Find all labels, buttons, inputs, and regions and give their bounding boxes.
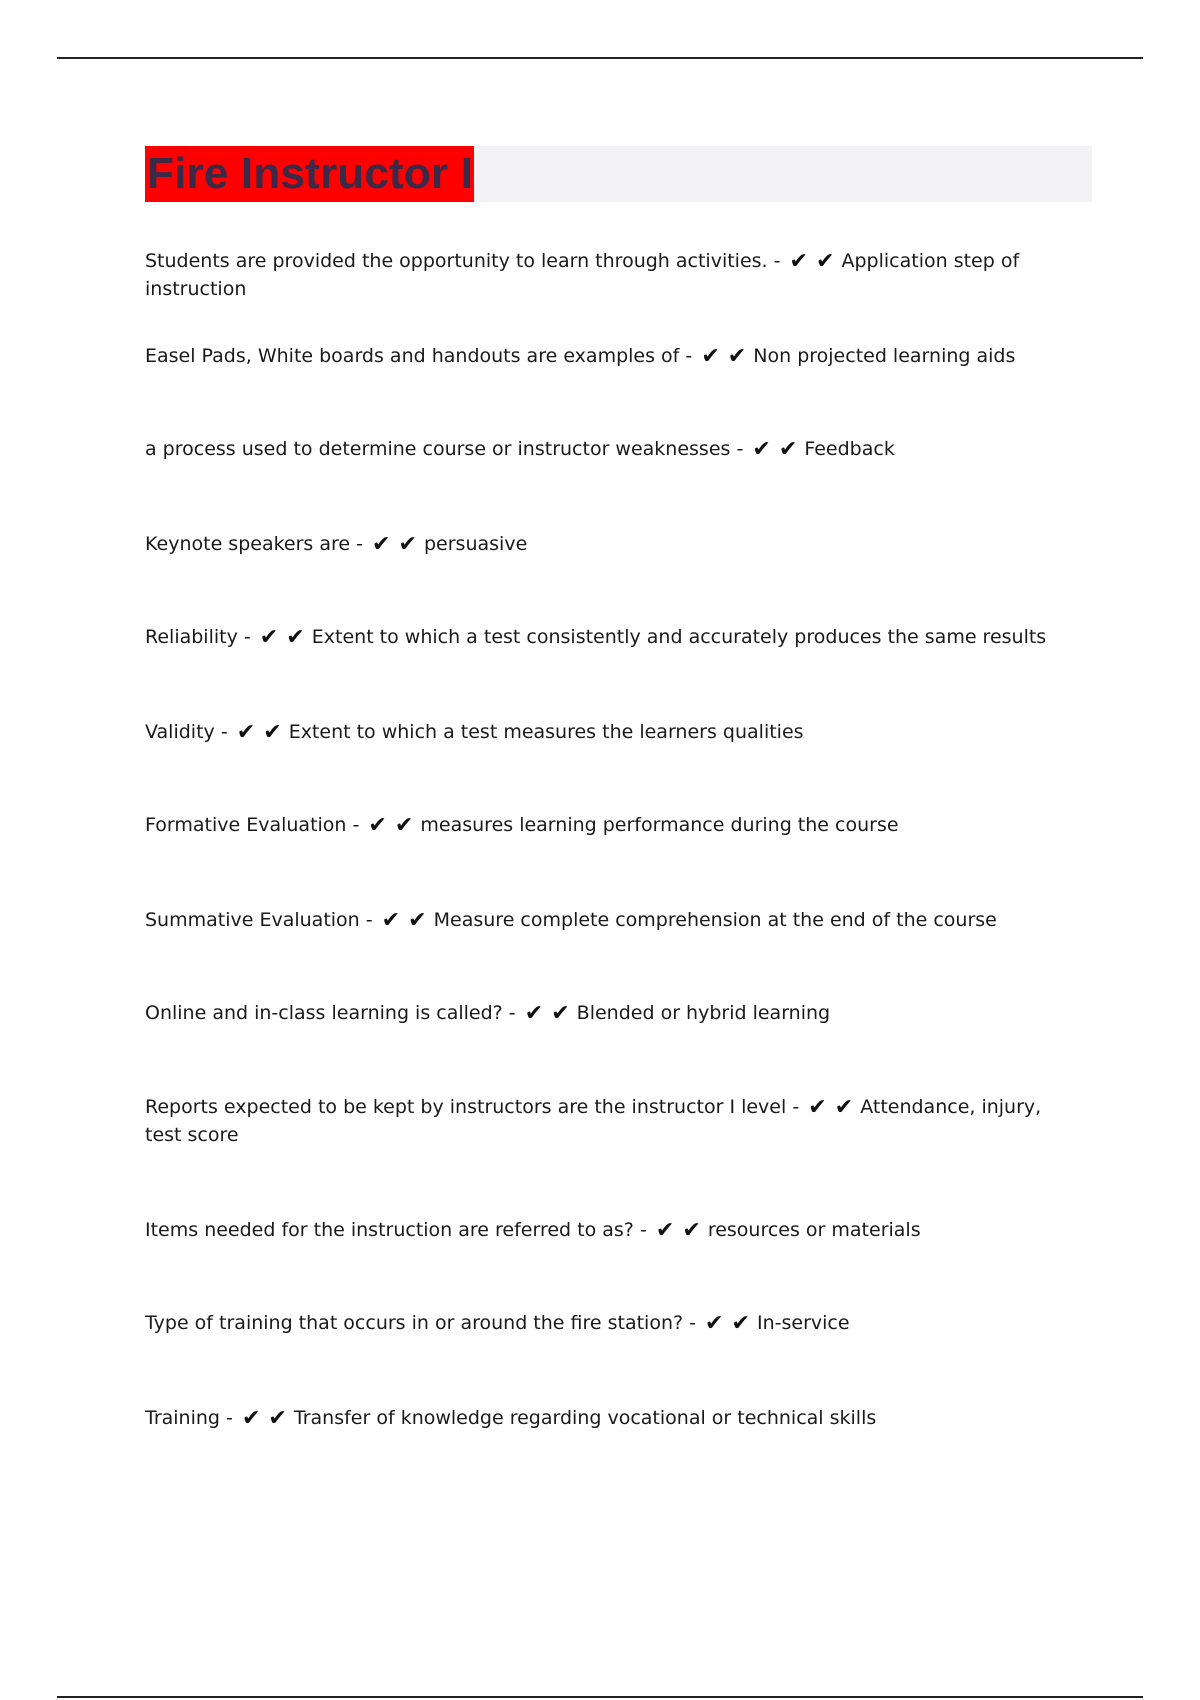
check-icon: ✔	[398, 532, 417, 557]
answer-text: Blended or hybrid learning	[576, 1002, 831, 1024]
check-icon: ✔	[789, 249, 808, 274]
qa-item: Online and in-class learning is called? - ✔ ✔ Blended or hybrid learning	[145, 1001, 831, 1026]
answer-text: Extent to which a test measures the learners qualities	[288, 721, 804, 743]
question-text: Items needed for the instruction are referred to as?	[145, 1219, 634, 1241]
check-icon: ✔	[731, 1311, 750, 1336]
qa-item: a process used to determine course or instructor weaknesses - ✔ ✔ Feedback	[145, 437, 895, 462]
question-text: Summative Evaluation	[145, 909, 360, 931]
check-icon: ✔	[682, 1218, 701, 1243]
answer-text: Extent to which a test consistently and accurately produces the same results	[311, 626, 1047, 648]
qa-item: Formative Evaluation - ✔ ✔ measures learning performance during the course	[145, 813, 899, 838]
check-icon: ✔	[241, 1406, 261, 1431]
qa-item: Validity - ✔ ✔ Extent to which a test measures the learners qualities	[145, 720, 804, 745]
check-icon: ✔	[394, 813, 414, 838]
question-text: Training	[145, 1407, 220, 1429]
check-icon: ✔	[655, 1218, 675, 1243]
answer-text: Transfer of knowledge regarding vocational or technical skills	[293, 1407, 877, 1429]
check-icon: ✔	[808, 1095, 827, 1120]
check-icon: ✔	[268, 1406, 287, 1431]
answer-text: Attendance, injury, test score	[145, 1096, 1042, 1146]
answer-text: Application step of instruction	[145, 250, 1020, 300]
check-icon: ✔	[408, 908, 427, 933]
answer-text: Feedback	[804, 438, 895, 460]
question-text: Reliability	[145, 626, 238, 648]
qa-item: Students are provided the opportunity to learn through activities. - ✔ ✔ Application step of instruction	[145, 249, 1020, 300]
question-text: Validity	[145, 721, 215, 743]
check-icon: ✔	[368, 813, 387, 838]
check-icon: ✔	[816, 249, 835, 274]
check-icon: ✔	[727, 344, 747, 369]
check-icon: ✔	[834, 1095, 854, 1120]
check-icon: ✔	[752, 437, 771, 462]
question-text: Formative Evaluation	[145, 814, 347, 836]
answer-text: Non projected learning aids	[753, 345, 1016, 367]
answer-text: Measure complete comprehension at the end of the course	[433, 909, 997, 931]
qa-item: Summative Evaluation - ✔ ✔ Measure complete comprehension at the end of the course	[145, 908, 997, 933]
check-icon: ✔	[372, 532, 391, 557]
check-icon: ✔	[524, 1001, 544, 1026]
question-text: Students are provided the opportunity to learn through activities.	[145, 250, 768, 272]
question-text: a process used to determine course or instructor weaknesses	[145, 438, 731, 460]
check-icon: ✔	[263, 720, 282, 745]
check-icon: ✔	[236, 720, 256, 745]
question-text: Online and in-class learning is called?	[145, 1002, 503, 1024]
question-text: Keynote speakers are	[145, 533, 351, 555]
check-icon: ✔	[381, 908, 401, 933]
title-highlight	[145, 146, 474, 202]
check-icon: ✔	[701, 344, 720, 369]
top-rule	[57, 57, 1143, 59]
bottom-rule	[57, 1696, 1143, 1698]
qa-item: Training - ✔ ✔ Transfer of knowledge regarding vocational or technical skills	[145, 1406, 877, 1431]
document-title: Fire Instructor I	[147, 149, 474, 198]
title-band	[145, 146, 1092, 202]
qa-item: Items needed for the instruction are referred to as? - ✔ ✔ resources or materials	[145, 1218, 921, 1243]
answer-text: In-service	[757, 1312, 850, 1334]
check-icon: ✔	[551, 1001, 570, 1026]
qa-item: Easel Pads, White boards and handouts are examples of - ✔ ✔ Non projected learning aids	[145, 344, 1016, 369]
answer-text: resources or materials	[707, 1219, 921, 1241]
check-icon: ✔	[286, 625, 305, 650]
check-icon: ✔	[778, 437, 798, 462]
check-icon: ✔	[259, 625, 279, 650]
question-text: Reports expected to be kept by instructors are the instructor I level	[145, 1096, 787, 1118]
answer-text: measures learning performance during the course	[420, 814, 899, 836]
qa-item: Type of training that occurs in or around the fire station? - ✔ ✔ In-service	[145, 1311, 850, 1336]
answer-text: persuasive	[424, 533, 528, 555]
question-text: Easel Pads, White boards and handouts are examples of	[145, 345, 680, 367]
question-text: Type of training that occurs in or around the fire station?	[145, 1312, 684, 1334]
qa-item: Reliability - ✔ ✔ Extent to which a test consistently and accurately produces the same results	[145, 625, 1047, 650]
check-icon: ✔	[705, 1311, 724, 1336]
qa-item: Keynote speakers are - ✔ ✔ persuasive	[145, 532, 528, 557]
qa-item: Reports expected to be kept by instructors are the instructor I level - ✔ ✔ Attendance, injury, test score	[145, 1095, 1042, 1146]
